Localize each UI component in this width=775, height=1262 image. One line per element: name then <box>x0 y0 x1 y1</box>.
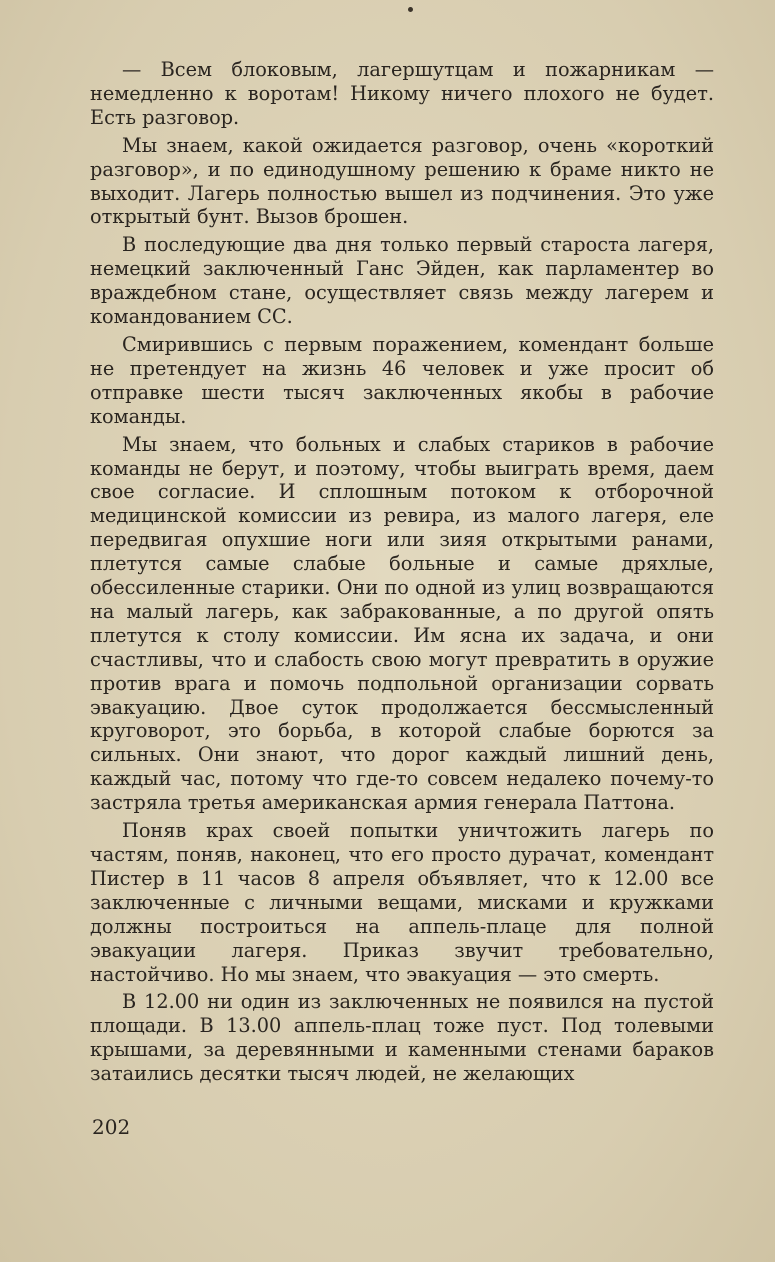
paragraph-1: — Всем блоковым, лагершутцам и пожарникам — немедленно к воротам! Никому ничего плохого не будет. Есть разговор. <box>90 58 714 129</box>
paragraph-3: В последующие два дня только первый староста лагеря, немецкий заключенный Ганс Эйден, как парламентер во враждебном стане, осуществляет связь между лагерем и командованием СС. <box>90 233 714 329</box>
paragraph-5: Мы знаем, что больных и слабых стариков в рабочие команды не берут, и поэтому, чтобы выиграть время, даем свое согласие. И сплошным потоком к отборочной медицинской комиссии из ревира, из малого лагеря, еле передвигая опухшие ноги или зияя открытыми ранами, плетутся самые слабые больные и самые дряхлые, обессиленные старики. Они по одной из улиц возвращаются на малый лагерь, как забракованные, а по другой опять плетутся к столу комиссии. Им ясна их задача, и они счастливы, что и слабость свою могут превратить в оружие против врага и помочь подпольной организации сорвать эвакуацию. Двое суток продолжается бессмысленный круговорот, это борьба, в которой слабые борются за сильных. Они знают, что дорог каждый лишний день, каждый час, потому что где-то совсем недалеко почему-то застряла третья американская армия генерала Паттона. <box>90 432 714 815</box>
paragraph-2: Мы знаем, какой ожидается разговор, очень «короткий разговор», и по единодушному решению к браме никто не выходит. Лагерь полностью вышел из подчинения. Это уже открытый бунт. Вызов брошен. <box>90 133 714 229</box>
ink-dot-mark <box>408 7 413 12</box>
paragraph-4: Смирившись с первым поражением, комендант больше не претендует на жизнь 46 человек и уже просит об отправке шести тысяч заключенных якобы в рабочие команды. <box>90 332 714 428</box>
paragraph-6: Поняв крах своей попытки уничтожить лагерь по частям, поняв, наконец, что его просто дурачат, комендант Пистер в 11 часов 8 апреля объявляет, что к 12.00 все заключенные с личными вещами, мисками и кружками должны построиться на аппель-плаце для полной эвакуации лагеря. Приказ звучит требовательно, настойчиво. Но мы знаем, что эвакуация — это смерть. <box>90 819 714 986</box>
body-text <box>90 58 714 1086</box>
page-number: 202 <box>92 1115 131 1139</box>
paragraph-7: В 12.00 ни один из заключенных не появился на пустой площади. В 13.00 аппель-плац тоже пуст. Под толевыми крышами, за деревянными и каменными стенами бараков затаились десятки тысяч людей, не желающих <box>90 990 714 1086</box>
